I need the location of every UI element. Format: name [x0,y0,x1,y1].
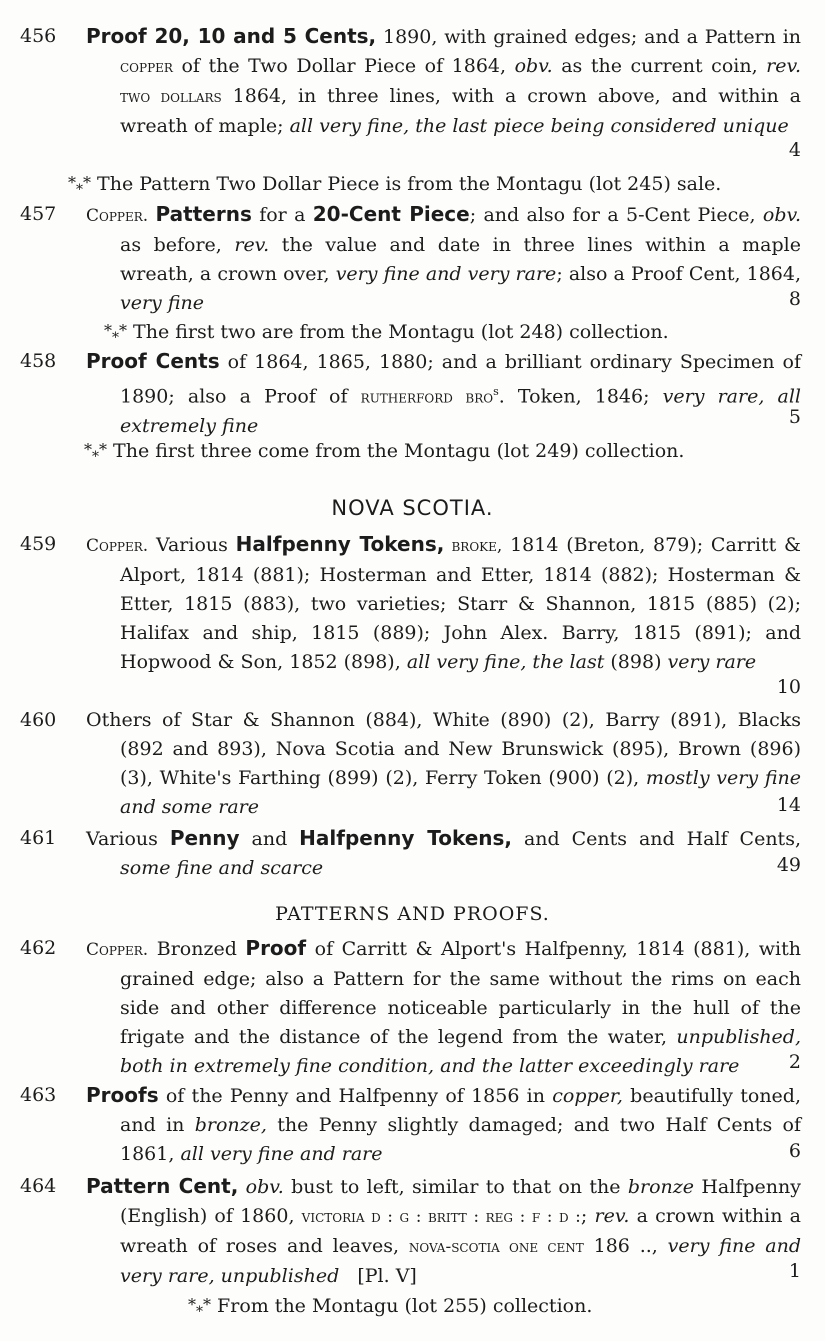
lot-number: 460 [20,709,57,731]
lot-description: Proof 20, 10 and 5 Cents, 1890, with grained edges; and a Pattern in copper of the Two Dollar Piece of 1864, obv. as the current coin, rev. two dollars 1864, in three lines, with a crown above, and within a wreath of maple; all very fine, the last piece being considered unique [86,24,802,137]
lot-note: $*_**$ From the Montagu (lot 255) collection. [188,1295,593,1320]
lot-description: Others of Star & Shannon (884), White (890) (2), Barry (891), Blacks (892 and 893), Nova Scotia and New Brunswick (895), Brown (896) (3), White's Farthing (899) (2), Ferry Token (900) (2), mostly very fine and some rare [86,709,801,818]
lot-461 [0,824,825,882]
lot-note: $*_**$ The first three come from the Montagu (lot 249) collection. [84,440,685,465]
lot-number: 459 [20,533,57,555]
lot-459 [0,530,825,704]
lot-464 [0,1172,825,1288]
lot-quantity: 2 [788,1051,801,1073]
lot-description: Proof Cents of 1864, 1865, 1880; and a brilliant ordinary Specimen of 1890; also a Proof of rutherford bro$^s$. Token, 1846; very rare, all extremely fine [86,349,801,438]
lot-463 [0,1081,825,1168]
lot-quantity: 4 [788,139,801,161]
lot-description: Copper. Patterns for a 20-Cent Piece; and also for a 5-Cent Piece, obv. as before, rev. the value and date in three lines within a maple wreath, a crown over, very fine and very rare; also a Proof Cent, 1864, very fine [86,202,802,314]
lot-description: Pattern Cent, obv. bust to left, similar to that on the bronze Halfpenny (English) of 1860, victoria d : g : britt : reg : f : d :; rev. a crown within a wreath of roses and leaves, nova-scotia one cent 186 .., very fine and very rare, unpublished [Pl. V] [86,1174,801,1287]
lot-quantity: 6 [788,1140,801,1162]
lot-number: 458 [20,350,57,372]
lot-quantity: 14 [776,794,801,816]
lot-description: Copper. Various Halfpenny Tokens, broke, 1814 (Breton, 879); Carritt & Alport, 1814 (881); Hosterman and Etter, 1814 (882); Hosterman & Etter, 1815 (883), two varieties; Starr & Shannon, 1815 (885) (2); Halifax and ship, 1815 (889); John Alex. Barry, 1815 (891); and Hopwood & Son, 1852 (898), all very fine, the last (898) very rare [86,532,801,673]
lot-quantity: 5 [788,406,801,428]
lot-quantity: 10 [776,676,801,698]
lot-description: Various Penny and Halfpenny Tokens, and Cents and Half Cents, some fine and scarce [86,826,801,879]
lot-description: Proofs of the Penny and Halfpenny of 1856 in copper, beautifully toned, and in bronze, the Penny slightly damaged; and two Half Cents of 1861, all very fine and rare [86,1083,802,1165]
lot-460 [0,706,825,822]
lot-number: 456 [20,25,57,47]
lot-number: 457 [20,203,57,225]
lot-number: 463 [20,1084,57,1106]
lot-quantity: 8 [788,288,801,310]
section-heading-patterns-and-proofs: PATTERNS AND PROOFS. [275,903,550,925]
lot-456 [0,22,825,167]
section-heading-nova-scotia: NOVA SCOTIA. [331,496,494,520]
plate-reference: [Pl. V] [357,1265,417,1287]
lot-458 [0,347,825,438]
lot-quantity: 1 [788,1260,801,1282]
lot-number: 464 [20,1175,57,1197]
lot-note: $*_**$ The first two are from the Montagu (lot 248) collection. [104,321,669,346]
lot-number: 461 [20,827,57,849]
lot-462 [0,934,825,1079]
lot-number: 462 [20,937,57,959]
lot-457 [0,200,825,316]
lot-quantity: 49 [776,854,801,876]
lot-description: Copper. Bronzed Proof of Carritt & Alport's Halfpenny, 1814 (881), with grained edge; also a Pattern for the same without the rims on each side and other difference noticeable particularly in the hull of the frigate and the distance of the legend from the water, unpublished, both in extremely fine condition, and the latter exceedingly rare [86,936,802,1077]
lot-note: $*_**$ The Pattern Two Dollar Piece is from the Montagu (lot 245) sale. [68,173,722,198]
